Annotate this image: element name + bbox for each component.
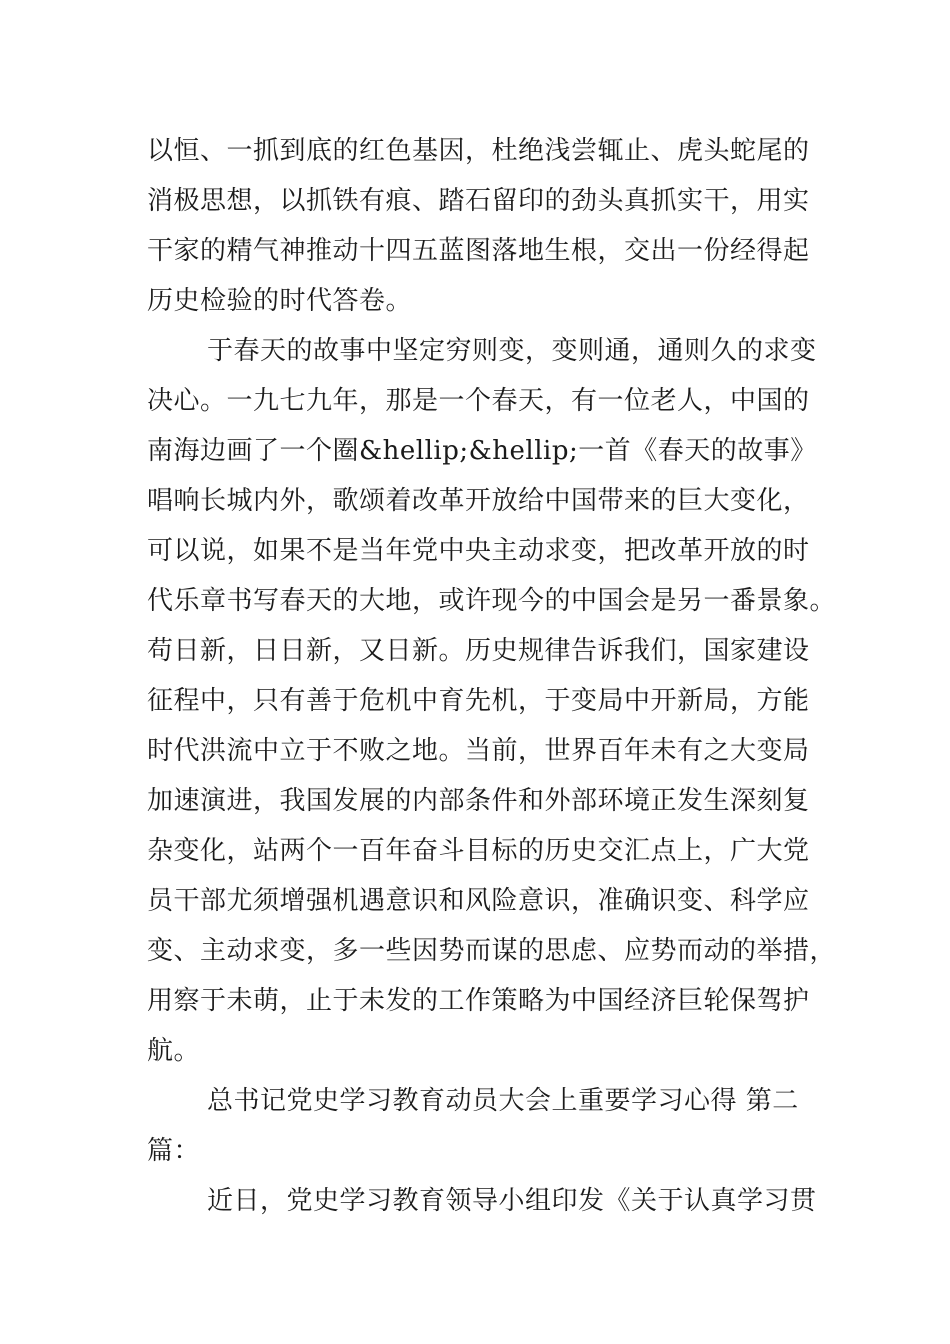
text-line: 杂变化，站两个一百年奋斗目标的历史交汇点上，广大党 (147, 836, 810, 866)
section-heading: 总书记党史学习教育动员大会上重要学习心得 第二 (207, 1086, 799, 1116)
text-line: 用察于未萌，止于未发的工作策略为中国经济巨轮保驾护 (147, 986, 810, 1016)
text-line: 历史检验的时代答卷。 (147, 286, 413, 316)
section-heading-continued: 篇： (147, 1136, 201, 1166)
text-line: 消极思想，以抓铁有痕、踏石留印的劲头真抓实干，用实 (147, 186, 810, 216)
document-body (147, 126, 837, 1226)
text-line: 可以说，如果不是当年党中央主动求变，把改革开放的时 (147, 536, 810, 566)
text-line: 唱响长城内外，歌颂着改革开放给中国带来的巨大变化， (147, 486, 810, 516)
text-line: 加速演进，我国发展的内部条件和外部环境正发生深刻复 (147, 786, 810, 816)
text-line: 时代洪流中立于不败之地。当前，世界百年未有之大变局 (147, 736, 810, 766)
text-line: 苟日新，日日新，又日新。历史规律告诉我们，国家建设 (147, 636, 810, 666)
text-line: 决心。一九七九年，那是一个春天，有一位老人，中国的 (147, 386, 810, 416)
text-line: 征程中，只有善于危机中育先机，于变局中开新局，方能 (147, 686, 810, 716)
text-line: 变、主动求变，多一些因势而谋的思虑、应势而动的举措， (147, 936, 837, 966)
text-line: 以恒、一抓到底的红色基因，杜绝浅尝辄止、虎头蛇尾的 (147, 136, 810, 166)
paragraph-first-line: 近日，党史学习教育领导小组印发《关于认真学习贯 (207, 1186, 817, 1216)
text-line: 南海边画了一个圈&hellip;&hellip;一首《春天的故事》 (147, 436, 817, 466)
paragraph-first-line: 于春天的故事中坚定穷则变，变则通，通则久的求变 (207, 336, 817, 366)
text-line: 代乐章书写春天的大地，或许现今的中国会是另一番景象。 (147, 586, 837, 616)
text-line: 员干部尤须增强机遇意识和风险意识，准确识变、科学应 (147, 886, 810, 916)
text-line: 干家的精气神推动十四五蓝图落地生根，交出一份经得起 (147, 236, 810, 266)
text-line: 航。 (147, 1036, 201, 1066)
